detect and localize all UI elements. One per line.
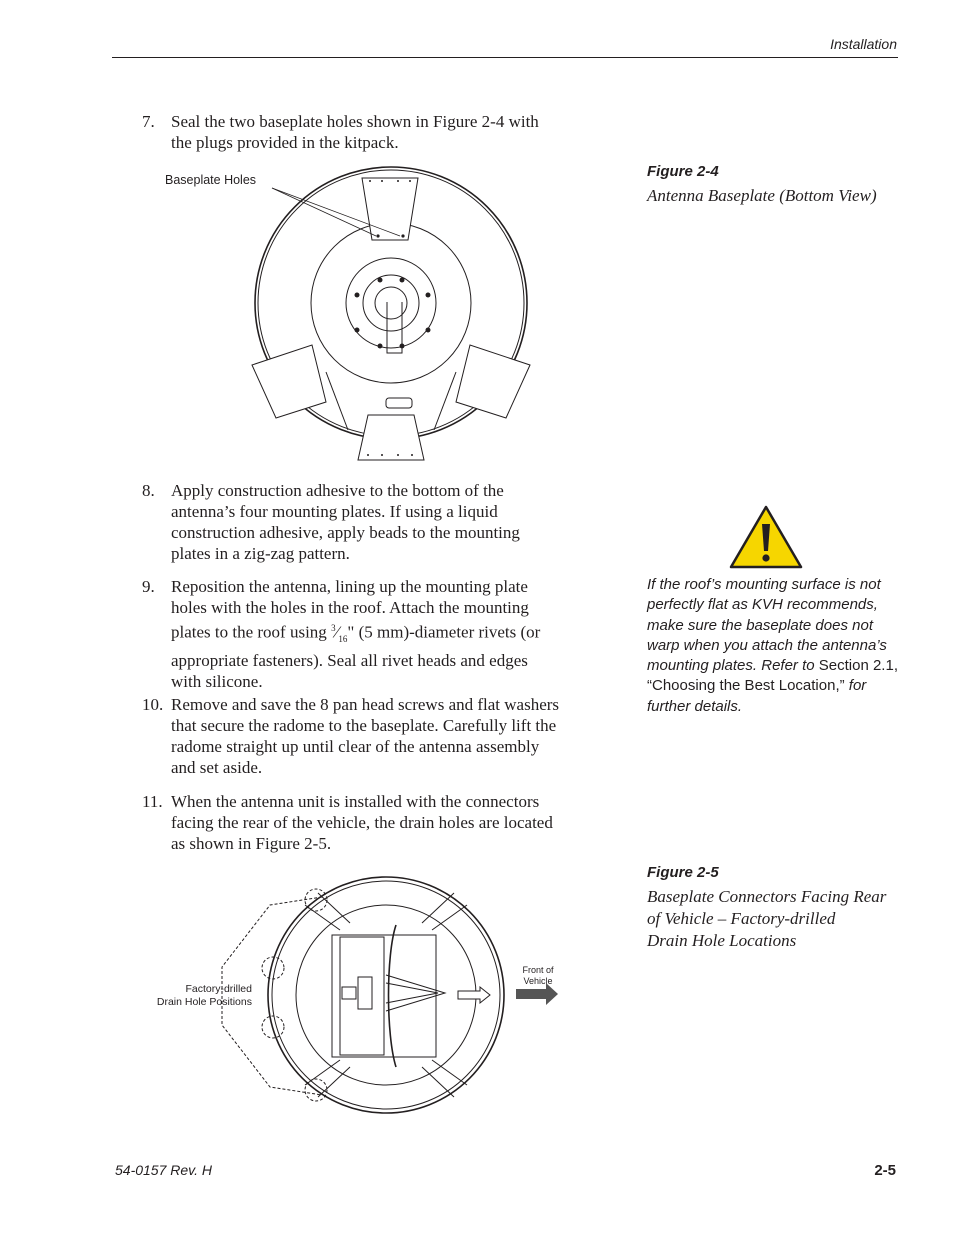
step-number: 8. — [142, 481, 155, 500]
label-line: Front of — [522, 965, 554, 975]
warning-triangle-icon — [728, 504, 804, 570]
step-text: When the antenna unit is installed with the connectors facing the rear of the vehicle, the drain holes are located as shown in Figure 2-5. — [171, 792, 553, 853]
caution-note — [647, 575, 899, 717]
fraction-denominator: 16 — [338, 634, 348, 645]
caption-line: Baseplate Connectors Facing Rear — [647, 887, 887, 906]
step-text: Reposition the antenna, lining up the mounting plate holes with the holes in the roof. Attach the mounting plates to the roof using $^3⁄_{16}$" (5 mm)-diameter rivets (or appropriate fasteners). Seal all rivet heads and edges with silicone. — [171, 577, 541, 692]
callout-line: Drain Hole Positions — [156, 996, 252, 1008]
caution-text-1: If the roof’s mounting surface is not perfectly flat as KVH recommends, make sure the baseplate does not warp when you attach the antenna’s mounting plates. Refer to — [647, 576, 887, 675]
step-text: Apply construction adhesive to the bottom of the antenna’s four mounting plates. If using a liquid construction adhesive, apply beads to the mounting plates in a zig-zag pattern. — [171, 481, 520, 563]
caution-section-ref: Section 2.1, “Choosing the Best Location,” — [647, 657, 898, 695]
antenna-baseplate-drawing — [240, 170, 540, 470]
fraction-numerator: 3 — [331, 623, 336, 633]
step-11 — [142, 791, 562, 854]
step-number: 11. — [142, 792, 163, 811]
step-9 — [142, 576, 562, 692]
drain-hole-drawing — [210, 875, 570, 1125]
page-number: 2-5 — [874, 1162, 896, 1179]
caption-line: of Vehicle – Factory-drilled — [647, 909, 836, 928]
step-text-b: " (5 mm)-diameter rivets (or appropriate fasteners). Seal all rivet heads and edges with silicone. — [171, 622, 541, 692]
step-8 — [142, 480, 562, 564]
caution-text-2: for further details. — [647, 677, 867, 715]
step-text: Remove and save the 8 pan head screws and flat washers that secure the radome to the baseplate. Carefully lift the radome straight up until clear of the antenna assembly and set aside. — [171, 695, 560, 777]
step-10 — [142, 694, 562, 778]
step-number: 10. — [142, 695, 164, 714]
baseplate-holes-callout: Baseplate Holes — [165, 173, 257, 187]
label-line: Vehicle — [523, 976, 553, 986]
figure-2-4-caption: Antenna Baseplate (Bottom View) — [647, 186, 877, 205]
step-number: 7. — [142, 112, 155, 131]
running-header: Installation — [830, 36, 897, 52]
callout-line: Factory-drilled — [185, 983, 252, 995]
header-rule — [112, 57, 898, 58]
step-7 — [142, 111, 562, 153]
step-number: 9. — [142, 577, 155, 596]
document-number: 54-0157 Rev. H — [115, 1162, 213, 1178]
caption-line: Drain Hole Locations — [647, 931, 797, 950]
figure-2-4-label: Figure 2-4 — [647, 163, 719, 180]
figure-2-5-label: Figure 2-5 — [647, 864, 719, 881]
step-text: Seal the two baseplate holes shown in Figure 2-4 with the plugs provided in the kitpack. — [171, 112, 539, 152]
step-text-a: Reposition the antenna, lining up the mounting plate holes with the holes in the roof. Attach the mounting plates to the roof using — [171, 577, 529, 642]
figure-2-5-caption — [647, 886, 886, 952]
